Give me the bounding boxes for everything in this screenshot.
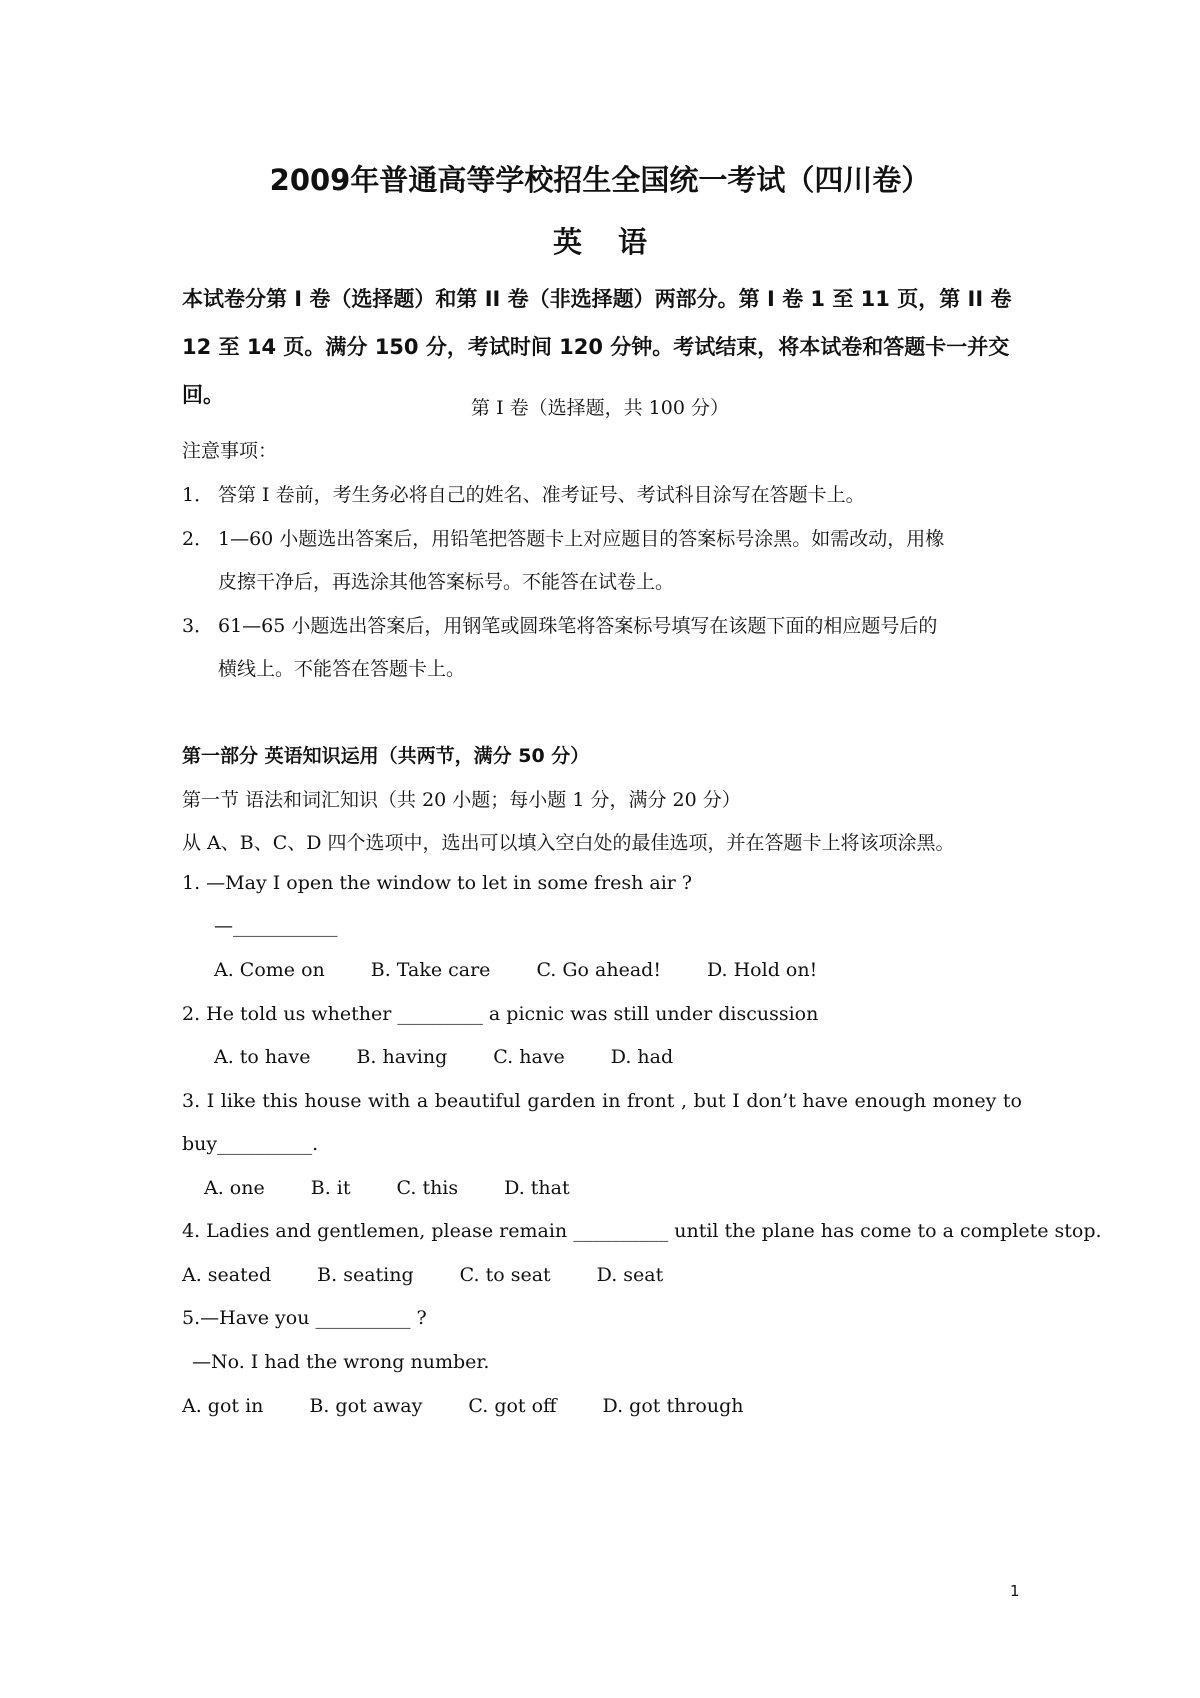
question-stem: 2. He told us whether _________ a picnic was still under discussion [182, 1003, 819, 1025]
question-stem: 1. —May I open the window to let in some fresh air ? [182, 872, 693, 894]
option-c: C. got off [468, 1395, 557, 1417]
option-b: B. it [310, 1177, 351, 1199]
note-number: 2． [182, 528, 214, 550]
option-a: A. got in [182, 1395, 264, 1417]
note-continuation: 横线上。不能答在答题卡上。 [218, 658, 466, 680]
question-options [214, 1046, 719, 1068]
option-b: B. got away [309, 1395, 423, 1417]
note-text: 答第 I 卷前，考生务必将自己的姓名、准考证号、考试科目涂写在答题卡上。 [218, 484, 865, 506]
question-stem-continuation: buy__________. [182, 1133, 319, 1155]
question-reply: —No. I had the wrong number. [192, 1351, 490, 1373]
option-d: D. had [610, 1046, 674, 1068]
option-b: B. having [356, 1046, 448, 1068]
option-b: B. Take care [370, 959, 491, 981]
option-b: B. seating [317, 1264, 414, 1286]
question-reply: —___________ [214, 915, 338, 937]
option-c: C. this [396, 1177, 459, 1199]
option-a: A. Come on [214, 959, 325, 981]
option-a: A. one [204, 1177, 265, 1199]
question-stem: 5.—Have you __________ ? [182, 1307, 427, 1329]
note-text: 1—60 小题选出答案后，用铅笔把答题卡上对应题目的答案标号涂黑。如需改动，用橡 [218, 528, 945, 550]
note-text: 61—65 小题选出答案后，用钢笔或圆珠笔将答案标号填写在该题下面的相应题号后的 [218, 615, 938, 637]
question-options [182, 1264, 709, 1286]
option-d: D. seat [596, 1264, 664, 1286]
part-title: 第一部分 英语知识运用（共两节，满分 50 分） [182, 745, 590, 767]
question-stem: 3. I like this house with a beautiful garden in front , but I don’t have enough money to [182, 1090, 1022, 1112]
option-d: D. got through [602, 1395, 744, 1417]
question-options [214, 959, 863, 981]
note-item [182, 480, 865, 507]
volume-title: 第 I 卷（选择题，共 100 分） [471, 397, 729, 419]
subject-title: 英语 [552, 225, 683, 259]
exam-title: 2009年普通高等学校招生全国统一考试（四川卷） [269, 163, 931, 197]
option-c: C. have [493, 1046, 565, 1068]
option-a: A. seated [182, 1264, 272, 1286]
notes-label: 注意事项： [182, 440, 278, 462]
option-d: D. that [504, 1177, 570, 1199]
option-d: D. Hold on! [706, 959, 818, 981]
note-continuation: 皮擦干净后，再选涂其他答案标号。不能答在试卷上。 [218, 571, 675, 593]
option-c: C. Go ahead! [536, 959, 661, 981]
question-options [182, 1395, 789, 1417]
question-options [204, 1177, 616, 1199]
note-item [182, 524, 944, 551]
exam-intro: 本试卷分第 I 卷（选择题）和第 II 卷（非选择题）两部分。第 I 卷 1 至 11 页，第 II 卷 12 至 14 页。满分 150 分，考试时间 120 分钟。考试结束，将本试卷和答题卡一并交回。 [182, 287, 1012, 407]
question-stem: 4. Ladies and gentlemen, please remain __________ until the plane has come to a complete stop. [182, 1220, 1102, 1242]
note-item [182, 611, 937, 638]
note-number: 1． [182, 484, 214, 506]
option-c: C. to seat [459, 1264, 551, 1286]
option-a: A. to have [214, 1046, 311, 1068]
note-number: 3． [182, 615, 214, 637]
section-instruction: 从 A、B、C、D 四个选项中，选出可以填入空白处的最佳选项，并在答题卡上将该项涂黑。 [182, 832, 955, 854]
page-number: 1 [1010, 1582, 1020, 1600]
section-title: 第一节 语法和词汇知识（共 20 小题；每小题 1 分，满分 20 分） [182, 789, 741, 811]
